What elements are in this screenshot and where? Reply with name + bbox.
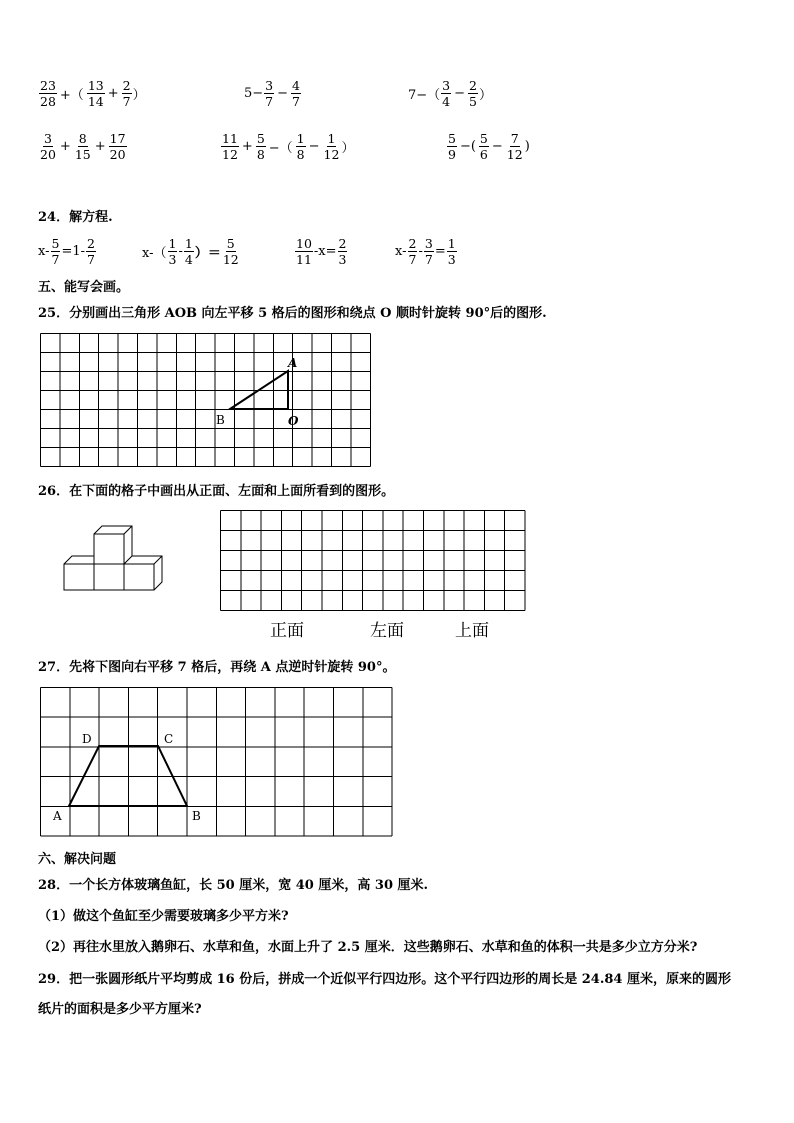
q26-grid (219, 509, 527, 613)
section-5-title: 五、能写会画。 (38, 280, 130, 295)
label-b: B (192, 809, 201, 823)
q28-part2: （2）再往水里放入鹅卵石、水草和鱼，水面上升了 2.5 厘米．这些鹅卵石、水草和鱼的体积一共是多少立方分米? (38, 940, 698, 955)
section-6-title: 六、解决问题 (38, 852, 117, 867)
q24-eq1: x- $\frac{5}{7}$ =1- $\frac{2}{7}$ (38, 236, 95, 267)
label-o: O (288, 414, 299, 428)
label-a: A (288, 356, 298, 370)
view-left-label: 左面 (370, 621, 404, 641)
label-c: C (164, 732, 174, 746)
q24-title: 24．解方程. (38, 210, 113, 225)
label-d: D (82, 732, 92, 746)
q24-eq3: $\frac{10}{11}$ -x= $\frac{2}{3}$ (296, 236, 347, 267)
view-top-label: 上面 (455, 621, 489, 641)
q24-eq4: x- $\frac{2}{7}$ - $\frac{3}{7}$ = $\frac{1}{3}$ (395, 236, 456, 267)
q29-line2: 纸片的面积是多少平方厘米? (38, 1002, 202, 1017)
q25-title: 25．分别画出三角形 AOB 向左平移 5 格后的图形和绕点 O 顺时针旋转 90°后的图形. (38, 306, 547, 321)
q26-grid-lines (221, 511, 526, 611)
calc-2-2: $\frac{11}{12}$ + $\frac{5}{8}$ −（ $\frac{1}{8}$ − $\frac{1}{12}$ ） (222, 131, 355, 162)
calc-2-1: $\frac{3}{20}$ + $\frac{8}{15}$ + $\frac{17}{20}$ (40, 131, 126, 162)
q29-line1: 29．把一张圆形纸片平均剪成 16 份后，拼成一个近似平行四边形。这个平行四边形的周长是 24.84 厘米，原来的圆形 (38, 972, 731, 987)
calc-2-3: $\frac{5}{9}$ −( $\frac{5}{6}$ − $\frac{7}{12}$ ) (448, 131, 530, 162)
q24-eq2: x-（ $\frac{1}{3}$ - $\frac{1}{4}$ ）＝ $\frac{5}{12}$ (142, 236, 239, 267)
q28-title: 28．一个长方体玻璃鱼缸，长 50 厘米，宽 40 厘米，高 30 厘米. (38, 878, 429, 893)
calc-1-3: 7−（ $\frac{3}{4}$ − $\frac{2}{5}$ ） (408, 78, 492, 109)
q25-grid (41, 334, 371, 467)
label-a: A (53, 809, 62, 823)
q27-title: 27．先将下图向右平移 7 格后，再绕 A 点逆时针旋转 90°。 (38, 660, 396, 675)
view-front-label: 正面 (270, 621, 304, 641)
q27-grid (41, 688, 393, 837)
q26-title: 26．在下面的格子中画出从正面、左面和上面所看到的图形。 (38, 484, 395, 499)
calc-1-1: $\frac{23}{28}$ +（ $\frac{13}{14}$ + $\frac{2}{7}$ ） (40, 78, 146, 109)
cube-solid-figure (60, 522, 170, 594)
q28-part1: （1）做这个鱼缸至少需要玻璃多少平方米? (38, 909, 289, 924)
label-b: B (216, 413, 225, 427)
calc-1-2: 5− $\frac{3}{7}$ − $\frac{4}{7}$ (244, 78, 300, 109)
q27-grid-figure (38, 686, 395, 838)
q25-grid-figure (38, 331, 383, 467)
